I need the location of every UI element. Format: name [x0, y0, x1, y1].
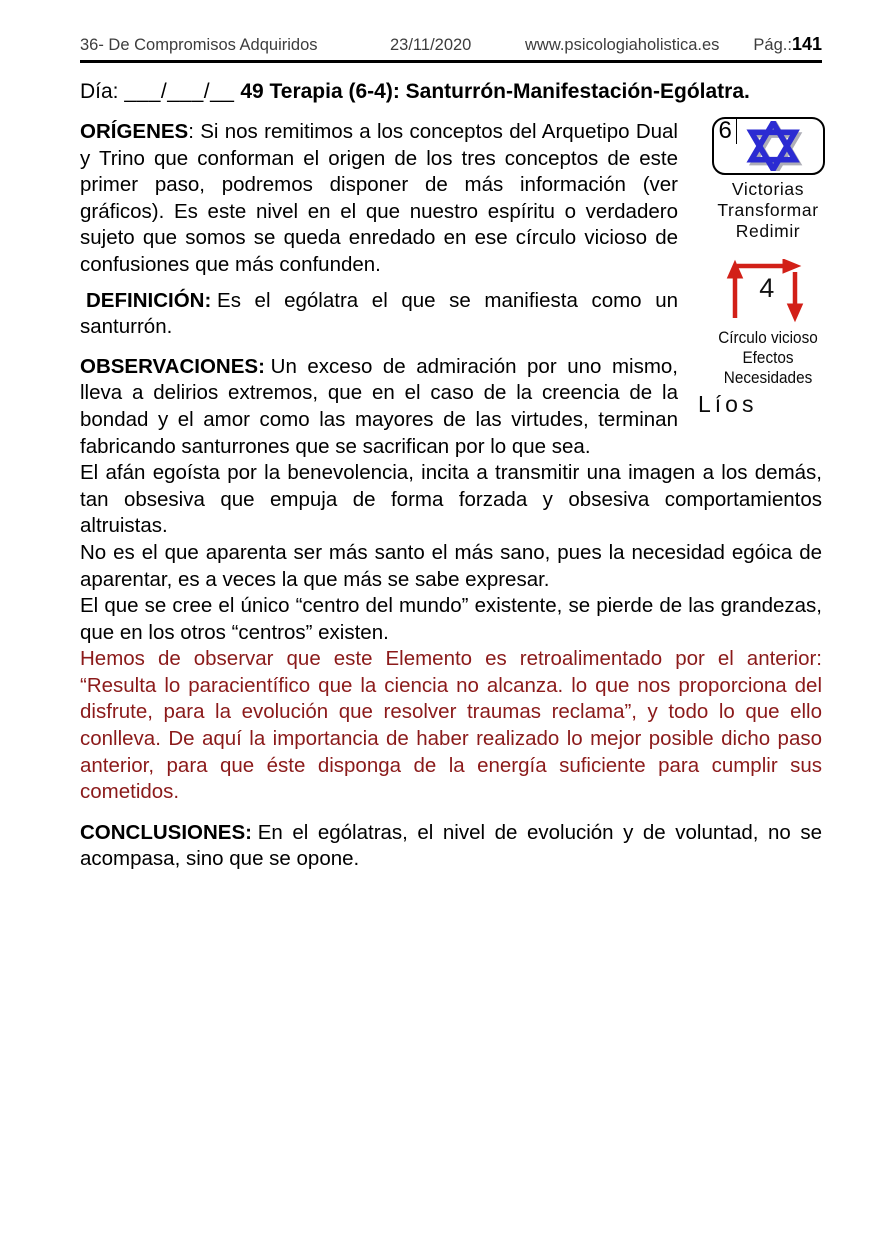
figure-star-number: 6: [717, 118, 737, 144]
observaciones-sentence: Un exceso de admiración por uno mismo, lleva a delirios extremos, que en el caso de la creencia de la bondad y el amor como las mayores de las virtudes, terminan fabricando santurrones que se sacrifican por lo que sea.: [80, 354, 678, 458]
origenes-label: ORÍGENES: [80, 120, 189, 143]
star-label: Transformar: [717, 200, 819, 220]
day-blanks: ___/___/__: [124, 80, 235, 103]
cycle-label: Círculo vicioso: [718, 328, 818, 347]
day-label: Día:: [80, 80, 119, 103]
observaciones-label: OBSERVACIONES:: [80, 354, 265, 378]
figure-star: [686, 117, 850, 242]
page-header: [80, 34, 822, 63]
star-label: Redimir: [735, 221, 801, 241]
header-date: 23/11/2020: [390, 36, 472, 54]
observaciones-sentence: No es el que aparenta ser más santo el más sano, pues la necesidad egóica de aparentar, es a veces la que más se sabe expresar.: [80, 540, 822, 591]
header-page: [753, 34, 822, 55]
star-label: Victorias: [731, 179, 805, 199]
header-website: www.psicologiaholistica.es: [525, 36, 720, 54]
figures-inner: [686, 117, 850, 418]
header-page-label: Pág.:: [753, 36, 792, 54]
cycle-labels: [686, 328, 850, 418]
document-body: [80, 119, 822, 873]
star-of-david-icon: [741, 121, 807, 171]
definicion-label: DEFINICIÓN:: [86, 288, 212, 312]
conclusiones-label: CONCLUSIONES:: [80, 820, 252, 844]
cycle-label: Efectos: [742, 348, 794, 367]
figure-cycle: [686, 259, 850, 418]
cycle-label-lios: Líos: [698, 391, 758, 417]
header-page-number: 141: [791, 34, 822, 54]
cycle-label: Necesidades: [723, 368, 813, 387]
origenes-text: : Si nos remitimos a los conceptos del Arquetipo Dual y Trino que conforman el origen de los tres conceptos de este primer paso, podremos disponer de más información (ver gráficos). Es este nivel en el que nuestro espíritu o verdadero sujeto que somos se queda enredado en ese círculo vicioso de confusiones que más confunden.: [80, 120, 678, 276]
header-chapter: 36- De Compromisos Adquiridos: [80, 36, 318, 54]
entry-title: [80, 80, 822, 104]
observaciones-sentence: El afán egoísta por la benevolencia, incita a transmitir una imagen a los demás, tan obsesiva que empuja de forma forzada y obsesiva comportamientos altruistas.: [80, 461, 822, 538]
retroalimentacion-paragraph: Hemos de observar que este Elemento es retroalimentado por el anterior: “Resulta lo paracientífico que la ciencia no alcanza. lo que nos proporciona del disfrute, para la evolución que resolver traumas reclama”, y todo lo que ello conlleva. De aquí la importancia de haber realizado lo mejor posible dicho paso anterior, para que éste disponga de la energía suficiente para cumplir sus cometidos.: [80, 647, 822, 804]
definicion-text: Es el ególatra el que se manifiesta como un santurrón.: [80, 288, 678, 339]
observaciones-sentence: El que se cree el único “centro del mundo” existente, se pierde de las grandezas, que en los otros “centros” existen.: [80, 594, 822, 644]
conclusiones-text: En el ególatras, el nivel de evolución y de voluntad, no se acompasa, sino que se opone.: [80, 820, 822, 871]
conclusiones-paragraph: [80, 820, 822, 873]
star-labels: [686, 179, 850, 242]
therapy-title: 49 Terapia (6-4): Santurrón-Manifestación-Ególatra.: [240, 80, 750, 103]
figures-column: [688, 119, 822, 431]
figure-cycle-number: 4: [759, 273, 775, 303]
star-box: [712, 117, 825, 175]
